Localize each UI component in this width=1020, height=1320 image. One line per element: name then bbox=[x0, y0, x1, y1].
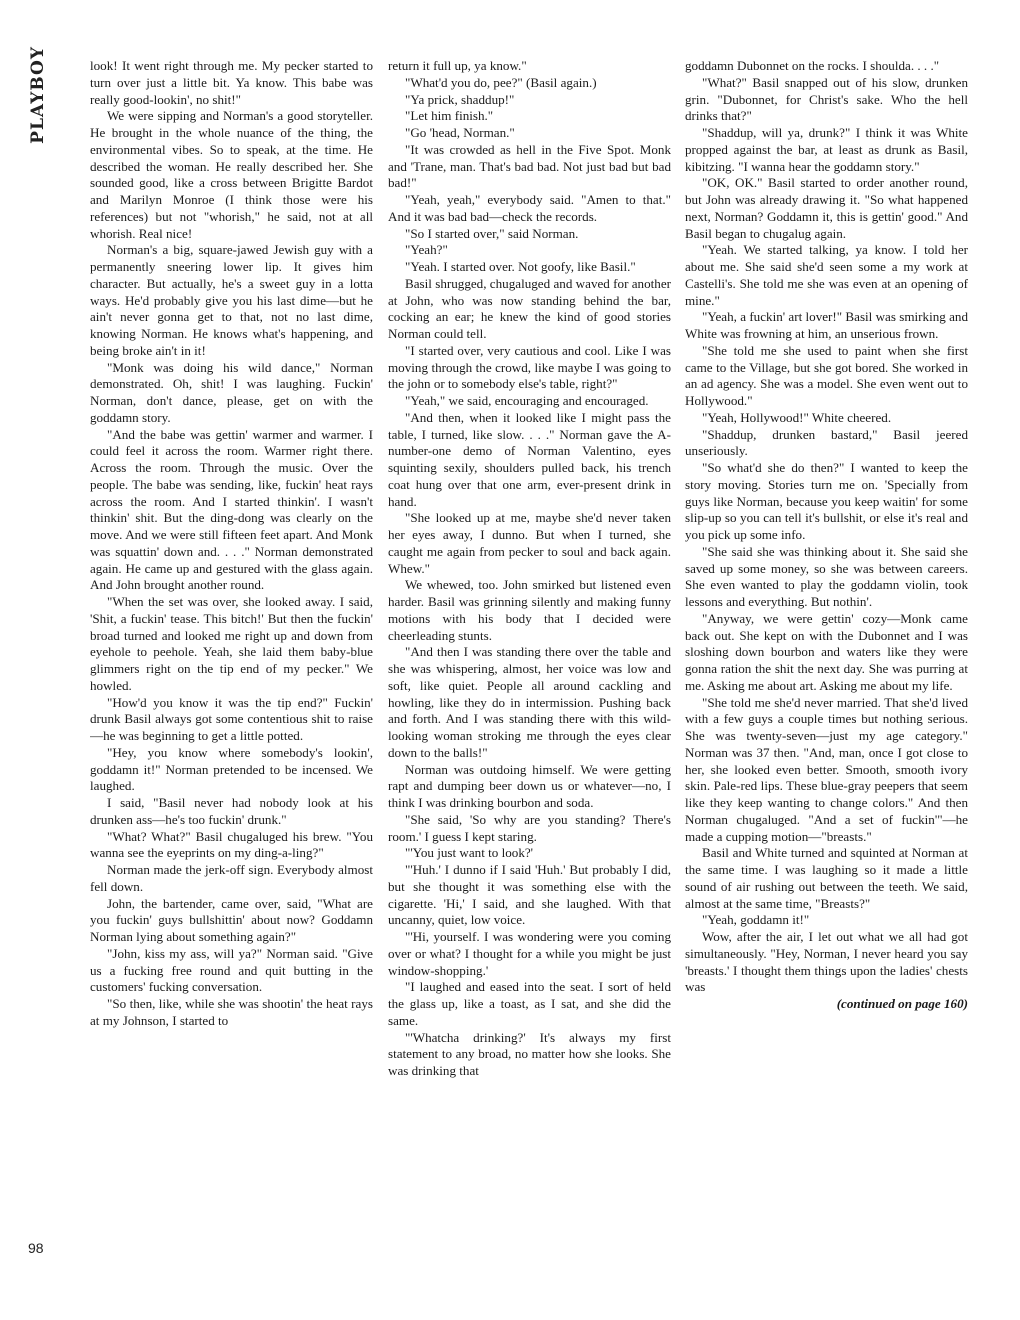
masthead: PLAYBOY bbox=[28, 46, 48, 144]
paragraph: Norman was outdoing himself. We were getting rapt and dumping beer down us or whatever—no, I think I was drinking bourbon and soda. bbox=[388, 761, 671, 810]
paragraph: goddamn Dubonnet on the rocks. I shoulda. . . ." bbox=[685, 58, 940, 73]
paragraph: "Yeah. I started over. Not goofy, like Basil." bbox=[405, 259, 636, 274]
paragraph: "So I started over," said Norman. bbox=[405, 225, 579, 241]
paragraph: I said, "Basil never had nobody look at his drunken ass—he's too fuckin' drunk." bbox=[90, 795, 373, 827]
paragraph: John, the bartender, came over, said, "What are you fuckin' guys bullshittin' about now? Goddamn Norman lying about something again?" bbox=[90, 895, 373, 944]
paragraph: "Ya prick, shaddup!" bbox=[405, 91, 515, 107]
paragraph: Wow, after the air, I let out what we all had got simultaneously. "Hey, Norman, I never heard you say 'breasts.' I thought them things upon the ladies' chests was bbox=[685, 929, 968, 995]
paragraph: "She said, 'So why are you standing? There's room.' I guess I kept staring. bbox=[388, 811, 671, 844]
paragraph: look! It went right through me. My pecker started to turn over just a little bit. Ya know. This babe was really good-lookin', no shit!" bbox=[90, 58, 373, 107]
text-column-3 bbox=[685, 58, 968, 1268]
paragraph: Basil shrugged, chugaluged and waved for another at John, who was now standing behind the bar, cocking an ear; he knew the kind of good stories Norman could tell. bbox=[388, 275, 671, 341]
page-number: 98 bbox=[28, 1240, 44, 1256]
paragraph: "How'd you know it was the tip end?" Fuckin' drunk Basil always got some contentious shit to raise—he was beginning to get a little potted. bbox=[90, 694, 373, 743]
paragraph: "Yeah?" bbox=[405, 242, 448, 258]
paragraph: "Yeah, a fuckin' art lover!" Basil was smirking and White was frowning at him, an unserious frown. bbox=[685, 309, 968, 341]
paragraph: "Hey, you know where somebody's lookin', goddamn it!" Norman pretended to be incensed. We laughed. bbox=[90, 744, 373, 794]
paragraph: "'You just want to look?' bbox=[405, 845, 534, 861]
paragraph: "So then, like, while she was shootin' the heat rays at my Johnson, I started to bbox=[90, 996, 373, 1028]
paragraph: Basil and White turned and squinted at Norman at the same time. I was laughing so it made a little sound of air rushing out between the teeth. We said, almost at the same time, "Breasts?" bbox=[685, 845, 968, 911]
paragraph: "Yeah, goddamn it!" bbox=[702, 912, 810, 928]
paragraph: "'Hi, yourself. I was wondering were you coming over or what? I thought for a while you might be just window-shopping.' bbox=[388, 929, 671, 978]
paragraph: "Monk was doing his wild dance," Norman demonstrated. Oh, shit! I was laughing. Fuckin' Norman, don't dance, please, get on with the goddamn story. bbox=[90, 359, 373, 425]
paragraph: "Shaddup, drunken bastard," Basil jeered unseriously. bbox=[685, 426, 968, 459]
paragraph: "She told me she used to paint when she first came to the Village, but she got bored. She worked in an ad agency. She was a model. She even went out to Hollywood." bbox=[685, 342, 968, 408]
paragraph: "Let him finish." bbox=[405, 108, 494, 124]
paragraph: "And the babe was gettin' warmer and warmer. I could feel it across the room. Warmer right there. Across the room. Through the music. Over the people. The babe was sending, like, fuckin' heat rays across the room. And I started thinkin'. I wasn't thinkin' shit. But the ding-dong was clearly on the move. And we were still fifteen feet apart. And Monk was squattin' down and. . . ." Norman demonstrated again. He came up and gestured with the glass again. And John brought another round. bbox=[90, 426, 373, 593]
paragraph: "She looked up at me, maybe she'd never taken her eyes away, I dunno. But when I turned, she caught me again from pecker to soul and back again. Whew." bbox=[388, 510, 671, 576]
paragraph: "'Whatcha drinking?' It's always my first statement to any broad, no matter how she looks. She was drinking that bbox=[388, 1029, 671, 1078]
paragraph: "OK, OK." Basil started to order another round, but John was already drawing it. "So what happened next, Norman? Goddamn it, this is gettin' good." And Basil began to chugalug again. bbox=[685, 175, 968, 241]
paragraph: "John, kiss my ass, will ya?" Norman said. "Give us a fucking free round and quit butting in the customers' fucking conversation. bbox=[90, 945, 373, 995]
paragraph: "When the set was over, she looked away. I said, 'Shit, a fuckin' tease. This bitch!' But then the fuckin' broad turned and looked me right up and down from eyehole to peehole. Yeah, she laid them baby-blue glimmers right on the tip end of my pecker." We howled. bbox=[90, 594, 373, 693]
paragraph: "What'd you do, pee?" (Basil again.) bbox=[405, 74, 597, 90]
paragraph: Norman made the jerk-off sign. Everybody almost fell down. bbox=[90, 862, 373, 894]
paragraph: Norman's a big, square-jawed Jewish guy with a permanently sneering lower lip. It gives him character. But actually, he's a sweet guy in a lotta ways. He'd probably give you his last dime—but he ain't never gonna get to that, not no last dime, knowing Norman. He knows what's happening, and being broke ain't in it! bbox=[90, 242, 373, 358]
paragraph: "It was crowded as hell in the Five Spot. Monk and 'Trane, man. That's bad bad. Not just bad but bad bad!" bbox=[388, 141, 671, 191]
paragraph: "What?" Basil snapped out of his slow, drunken grin. "Dubonnet, for Christ's sake. Who the hell drinks that?" bbox=[685, 74, 968, 124]
paragraph: "She said she was thinking about it. She said she saved up some money, so she was between careers. She even wanted to play the goddamn violin, took lessons and everything. But nothin'. bbox=[685, 543, 968, 609]
paragraph: "'Huh.' I dunno if I said 'Huh.' But probably I did, but she thought it was something else with the cigarette. 'Hi,' I said, and she laughed. With that uncanny, quiet, low voice. bbox=[388, 862, 671, 928]
paragraph: "And then, when it looked like I might pass the table, I turned, like slow. . . ." Norman gave the A-number-one demo of Norman Valentino, eyes squinting sexily, shoulders pulled back, his trench coat hung over that one arm, ever-present drink in hand. bbox=[388, 409, 671, 509]
paragraph: "What? What?" Basil chugaluged his brew. "You wanna see the eyeprints on my ding-a-ling?" bbox=[90, 828, 373, 861]
paragraph: "Yeah. We started talking, ya know. I told her about me. She said she'd seen some a my work at Castelli's. She told me she was even at an opening of mine." bbox=[685, 242, 968, 308]
paragraph: "Yeah," we said, encouraging and encouraged. bbox=[405, 393, 649, 408]
paragraph: We were sipping and Norman's a good storyteller. He brought in the whole nuance of the thing, the environmental vibes. So to speak, at the time. He described the woman. He really described her. She sounded good, like a cross between Brigitte Bardot and Marilyn Monroe (I think those were his references) but not "whorish," he said, not at all whorish. Real nice! bbox=[90, 108, 373, 241]
paragraph: "Shaddup, will ya, drunk?" I think it was White propped against the bar, at least as drunk as Basil, kibitzing. "I wanna hear the goddamn story." bbox=[685, 125, 968, 174]
text-column-1 bbox=[90, 58, 373, 1268]
paragraph: We whewed, too. John smirked but listened even harder. Basil was grinning silently and making funny motions with his body that I decided were cheerleading stunts. bbox=[388, 577, 671, 643]
text-column-2 bbox=[388, 58, 671, 1268]
paragraph: "Yeah, Hollywood!" White cheered. bbox=[702, 409, 892, 425]
paragraph: "I laughed and eased into the seat. I sort of held the glass up, like a toast, as I sat, and she did the same. bbox=[388, 979, 671, 1028]
paragraph: "So what'd she do then?" I wanted to keep the story moving. Stories turn me on. 'Specially from guys like Norman, because you keep waitin' for some slip-up so you can tell it's bullshit, or else it's real and you pick up some info. bbox=[685, 460, 968, 542]
paragraph: "Yeah, yeah," everybody said. "Amen to that." And it was bad bad—check the records. bbox=[388, 192, 671, 224]
paragraph: "She told me she'd never married. That she'd lived with a few guys a couple times but nothing serious. She was twenty-seven—just my age category." Norman was 37 then. "And, man, once I got close to her, she looked even better. Smooth, smooth ivory skin. Pale-red lips. These blue-gray peepers that seem like they keep wanting to change colors." And then Norman chugaluged. "And a set of fuckin'"—he made a cupping motion—"breasts." bbox=[685, 694, 968, 844]
paragraph: "Go 'head, Norman." bbox=[405, 125, 515, 140]
paragraph: "I started over, very cautious and cool. Like I was moving through the crowd, like maybe I was going to the john or to somebody else's table, right?" bbox=[388, 342, 671, 392]
paragraph: "And then I was standing there over the table and she was whispering, almost, her voice was low and soft, like quiet. People all around cackling and howling, like they do in intermission. Pushing back and forth. And I was standing there with this wild-looking woman stroking me through the eyes clear down to the balls!" bbox=[388, 644, 671, 760]
paragraph: return it full up, ya know." bbox=[388, 58, 527, 73]
paragraph: "Anyway, we were gettin' cozy—Monk came back out. She kept on with the Dubonnet and I was sloshing down bourbon and waters like they were gonna ration the shit the next day. She was purring at me. Asking me about art. Asking me about my life. bbox=[685, 610, 968, 693]
continued-line: (continued on page 160) bbox=[836, 996, 968, 1011]
